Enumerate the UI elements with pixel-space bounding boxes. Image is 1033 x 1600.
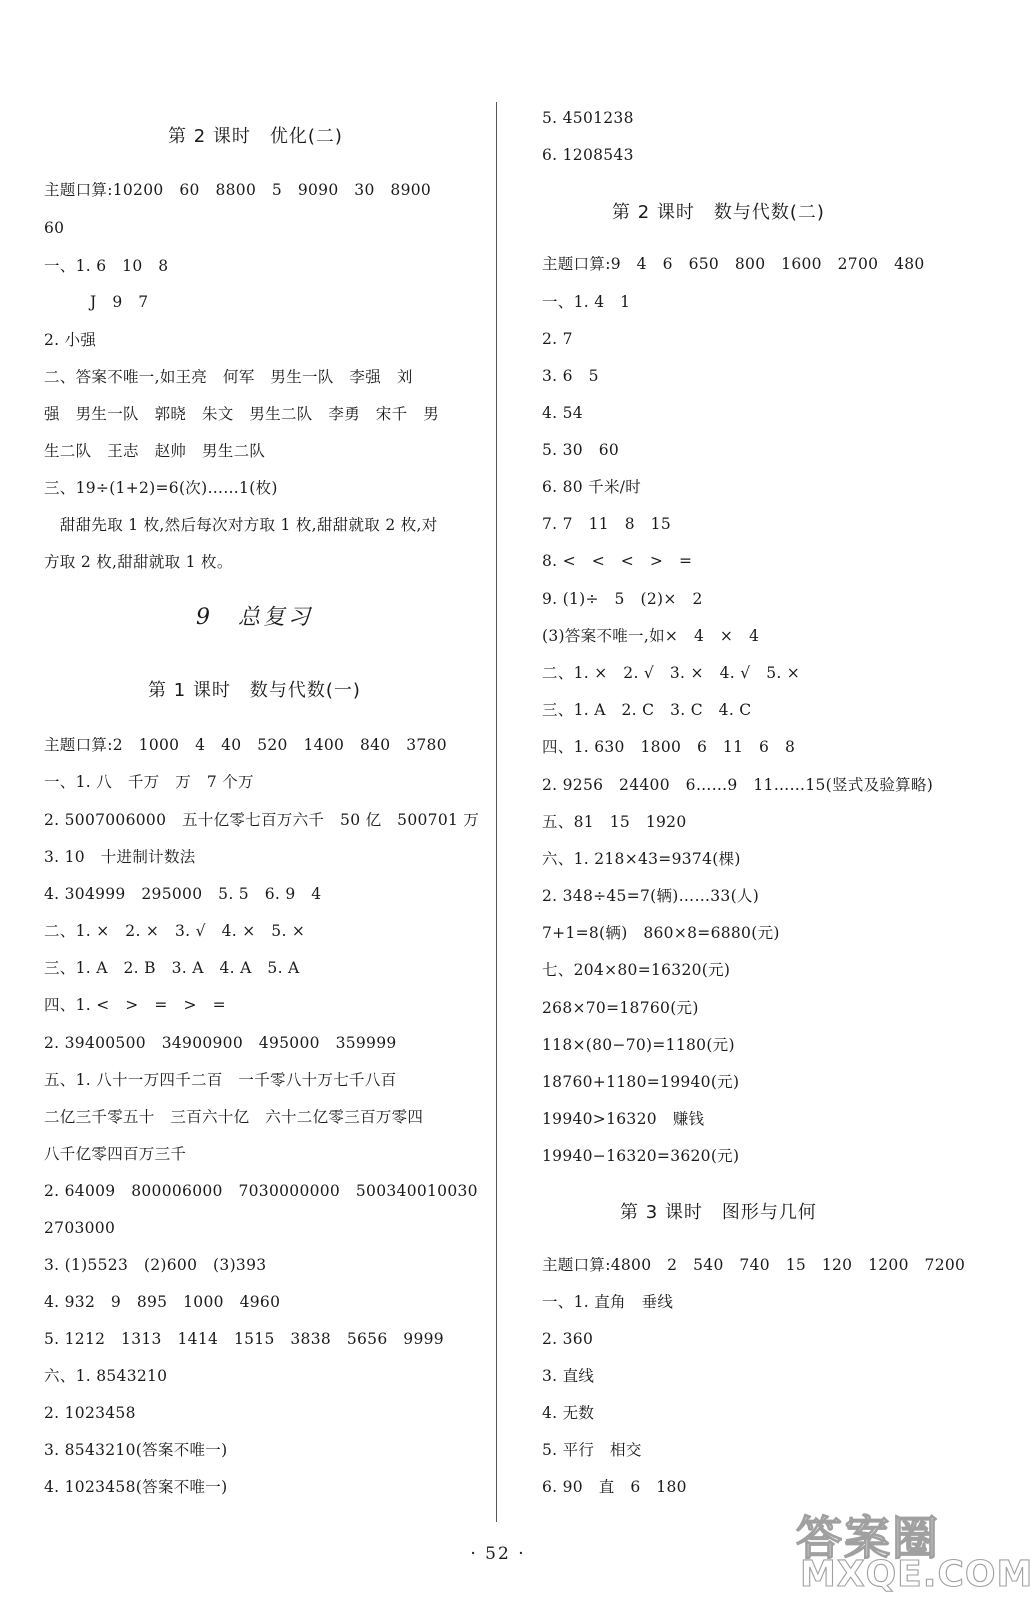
text-line: 六、1. 218×43=9374(棵) <box>542 850 741 868</box>
text-line: 19940>16320 赚钱 <box>542 1110 705 1128</box>
text-line: 6. 80 千米/时 <box>542 478 642 496</box>
text-line: 二、1. × 2. √ 3. × 4. √ 5. × <box>542 664 801 682</box>
watermark-site: MXQE.COM <box>800 1554 1033 1595</box>
text-line: 8. < < < > = <box>542 552 693 570</box>
text-line: 二、1. × 2. × 3. √ 4. × 5. × <box>44 922 306 940</box>
text-line: 7. 7 11 8 15 <box>542 515 671 533</box>
lesson-title: 第 1 课时 数与代数(一) <box>148 680 361 701</box>
text-line: 四、1. < > = > = <box>44 996 226 1014</box>
text-line: 2. 5007006000 五十亿零七百万六千 50 亿 500701 万 <box>44 811 480 829</box>
page-number: · 52 · <box>470 1544 526 1564</box>
text-line: 4. 932 9 895 1000 4960 <box>44 1293 281 1311</box>
text-line: 4. 1023458(答案不唯一) <box>44 1478 228 1496</box>
text-line: 18760+1180=19940(元) <box>542 1073 740 1091</box>
text-line: 三、1. A 2. C 3. C 4. C <box>542 701 752 719</box>
column-divider <box>496 102 497 1522</box>
text-line: 3. 直线 <box>542 1367 595 1385</box>
text-line: 5. 1212 1313 1414 1515 3838 5656 9999 <box>44 1330 444 1348</box>
watermark-logo: 答案圈 <box>796 1511 940 1565</box>
text-line: 一、1. 4 1 <box>542 293 631 311</box>
chapter-title: 9 总复习 <box>196 605 313 630</box>
text-line: 2. 9256 24400 6……9 11……15(竖式及验算略) <box>542 776 934 794</box>
text-line: 2. 7 <box>542 330 573 348</box>
text-line: 9. (1)÷ 5 (2)× 2 <box>542 590 703 608</box>
text-line: 19940−16320=3620(元) <box>542 1147 740 1165</box>
text-line: 主题口算:10200 60 8800 5 9090 30 8900 <box>44 181 432 199</box>
text-line: 118×(80−70)=1180(元) <box>542 1036 735 1054</box>
text-line: 3. (1)5523 (2)600 (3)393 <box>44 1256 267 1274</box>
text-line: 2703000 <box>44 1219 116 1237</box>
text-line: 60 <box>44 219 65 237</box>
text-line: 3. 6 5 <box>542 367 599 385</box>
text-line: 甜甜先取 1 枚,然后每次对方取 1 枚,甜甜就取 2 枚,对 <box>44 516 438 534</box>
text-line: 6. 90 直 6 180 <box>542 1478 687 1496</box>
text-line: 2. 348÷45=7(辆)……33(人) <box>542 887 760 905</box>
text-line: 6. 1208543 <box>542 146 634 164</box>
text-line: 5. 平行 相交 <box>542 1441 642 1459</box>
text-line: 二亿三千零五十 三百六十亿 六十二亿零三百万零四 <box>44 1108 424 1126</box>
text-line: 七、204×80=16320(元) <box>542 961 731 979</box>
text-line: 主题口算:9 4 6 650 800 1600 2700 480 <box>542 255 925 273</box>
text-line: 主题口算:4800 2 540 740 15 120 1200 7200 <box>542 1256 966 1274</box>
text-line: 5. 30 60 <box>542 441 620 459</box>
text-line: 三、19÷(1+2)=6(次)……1(枚) <box>44 479 278 497</box>
text-line: 4. 304999 295000 5. 5 6. 9 4 <box>44 885 322 903</box>
text-line: 三、1. A 2. B 3. A 4. A 5. A <box>44 959 300 977</box>
text-line: 3. 10 十进制计数法 <box>44 848 196 866</box>
lesson-title: 第 3 课时 图形与几何 <box>620 1202 817 1223</box>
text-line: J 9 7 <box>90 293 149 311</box>
lesson-title: 第 2 课时 优化(二) <box>168 126 343 147</box>
text-line: 五、1. 八十一万四千二百 一千零八十万七千八百 <box>44 1071 397 1089</box>
text-line: 4. 无数 <box>542 1404 595 1422</box>
text-line: 主题口算:2 1000 4 40 520 1400 840 3780 <box>44 736 447 754</box>
text-line: 5. 4501238 <box>542 109 634 127</box>
text-line: 八千亿零四百万三千 <box>44 1145 187 1163</box>
text-line: 2. 小强 <box>44 331 97 349</box>
text-line: 一、1. 八 千万 万 7 个万 <box>44 773 254 791</box>
text-line: 四、1. 630 1800 6 11 6 8 <box>542 738 796 756</box>
text-line: 一、1. 直角 垂线 <box>542 1293 674 1311</box>
text-line: 4. 54 <box>542 404 583 422</box>
text-line: 7+1=8(辆) 860×8=6880(元) <box>542 924 780 942</box>
text-line: 268×70=18760(元) <box>542 999 699 1017</box>
text-line: 方取 2 枚,甜甜就取 1 枚。 <box>44 553 233 571</box>
text-line: 2. 39400500 34900900 495000 359999 <box>44 1034 397 1052</box>
text-line: 2. 1023458 <box>44 1404 136 1422</box>
text-line: 强 男生一队 郭晓 朱文 男生二队 李勇 宋千 男 <box>44 405 440 423</box>
text-line: 一、1. 6 10 8 <box>44 257 169 275</box>
text-line: (3)答案不唯一,如× 4 × 4 <box>542 627 760 645</box>
text-line: 二、答案不唯一,如王亮 何军 男生一队 李强 刘 <box>44 368 413 386</box>
text-line: 生二队 王志 赵帅 男生二队 <box>44 442 266 460</box>
text-line: 3. 8543210(答案不唯一) <box>44 1441 228 1459</box>
text-line: 五、81 15 1920 <box>542 813 687 831</box>
lesson-title: 第 2 课时 数与代数(二) <box>612 202 825 223</box>
text-line: 六、1. 8543210 <box>44 1367 168 1385</box>
text-line: 2. 360 <box>542 1330 594 1348</box>
text-line: 2. 64009 800006000 7030000000 500340010030 <box>44 1182 478 1200</box>
